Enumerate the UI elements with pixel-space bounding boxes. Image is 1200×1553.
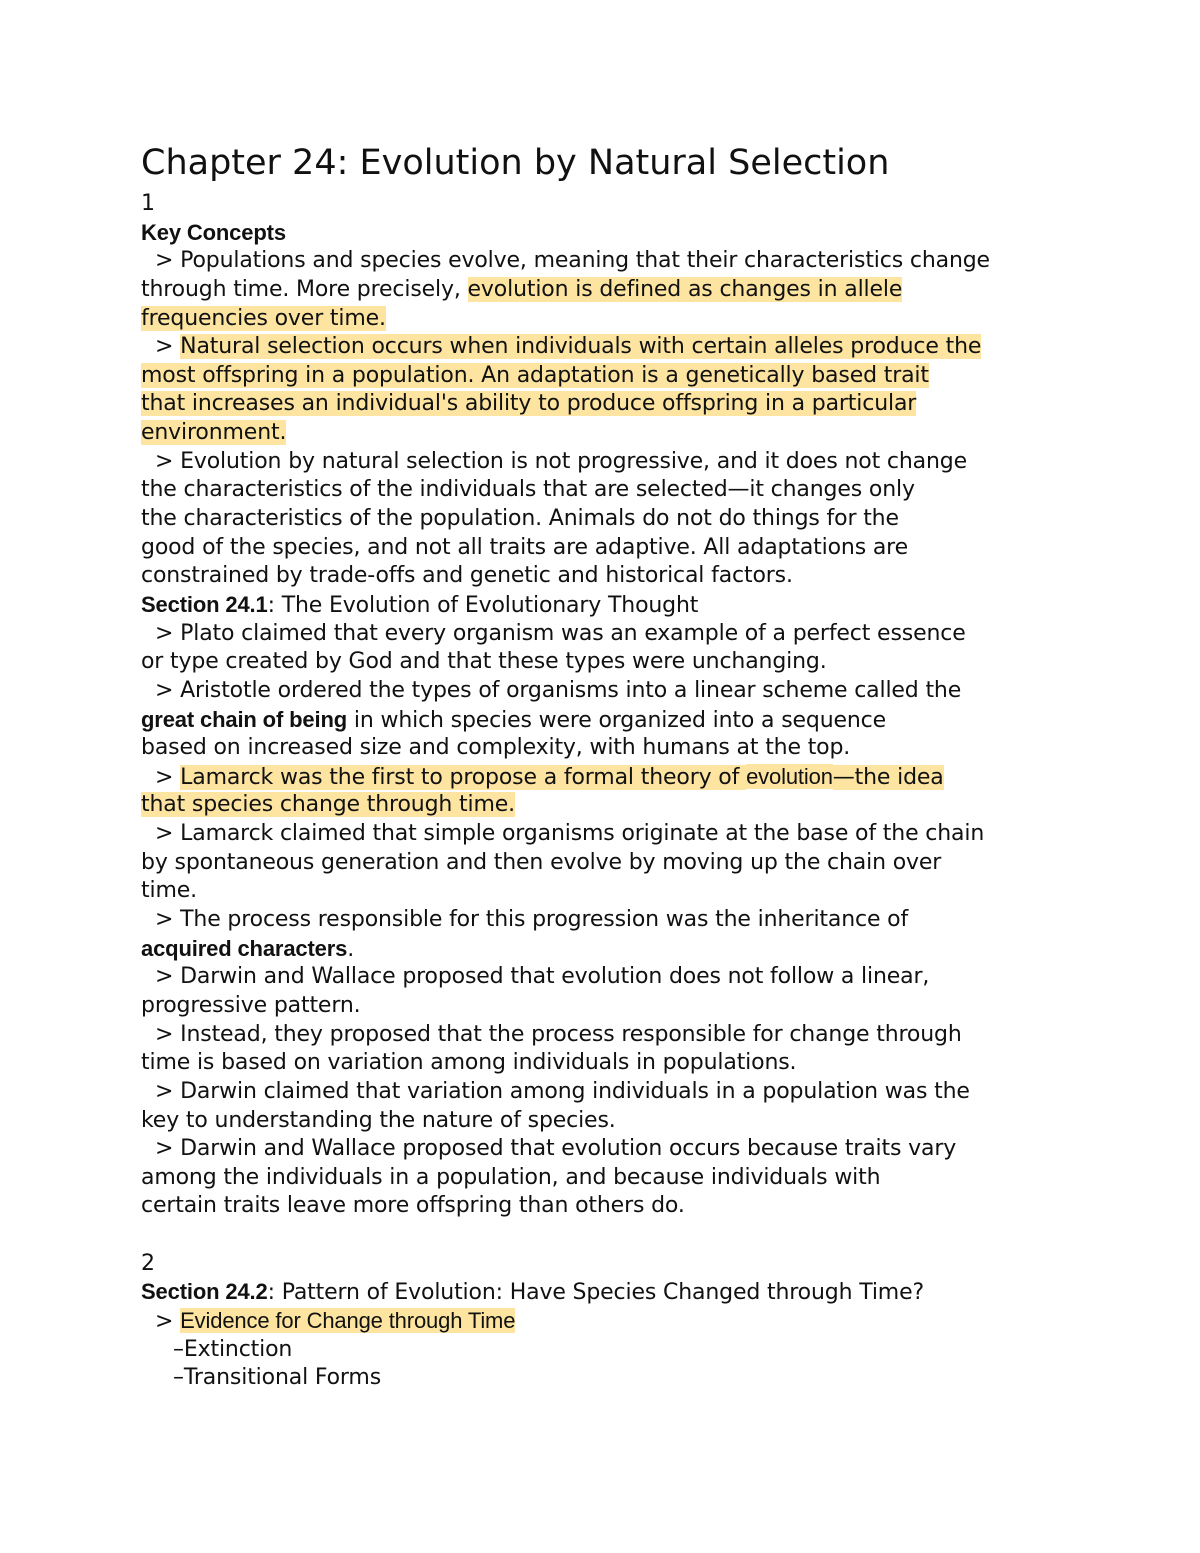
key-concepts-label: Key Concepts <box>141 219 286 245</box>
lamarck2-line: > Lamarck claimed that simple organisms originate at the base of the chain <box>155 821 985 847</box>
evidence-line <box>141 1307 1141 1336</box>
kc3-line: the characteristics of the population. Animals do not do things for the <box>141 506 899 532</box>
highlighted-text: evolution is defined as changes in allele <box>467 276 903 302</box>
section-24-2-heading <box>141 1278 1141 1307</box>
aristotle-text: in which species were organized into a sequence <box>347 707 887 733</box>
plato-line: > Plato claimed that every organism was an example of a perfect essence <box>155 620 966 646</box>
darwin-wallace-line: progressive pattern. <box>141 992 361 1018</box>
darwin-wallace-line: > Darwin and Wallace proposed that evolution does not follow a linear, <box>155 964 930 990</box>
highlighted-text: frequencies over time. <box>141 305 386 331</box>
highlighted-text: that species change through time. <box>141 792 515 818</box>
bullet-marker: > <box>155 764 181 790</box>
highlighted-text: most offspring in a population. <box>141 362 475 388</box>
process-line: > The process responsible for this progression was the inheritance of <box>155 907 909 933</box>
darwin-line: key to understanding the nature of species. <box>141 1107 616 1133</box>
list-item: –Extinction <box>173 1336 293 1362</box>
plato-line: or type created by God and that these types were unchanging. <box>141 649 827 675</box>
aristotle-line: > Aristotle ordered the types of organisms into a linear scheme called the <box>155 677 962 703</box>
highlighted-text: Natural selection occurs when individuals with certain alleles produce the <box>180 334 982 360</box>
highlighted-heading: Evidence for Change through Time <box>180 1307 516 1333</box>
process-line <box>141 935 1141 964</box>
darwin-wallace-line: among the individuals in a population, and because individuals with <box>141 1164 881 1190</box>
key-concepts-heading <box>141 219 1141 248</box>
highlighted-text: —the idea <box>832 764 944 790</box>
kc2-line <box>141 333 1141 362</box>
kc1-text: through time. More precisely, <box>141 276 468 302</box>
kc1-line <box>141 276 1141 305</box>
process-text: . <box>347 936 355 962</box>
highlighted-text: An adaptation is a genetically based trait <box>474 362 929 388</box>
list-item: –Transitional Forms <box>173 1365 382 1391</box>
highlighted-key-term: evolution <box>746 763 833 789</box>
bullet-marker: > <box>155 1308 181 1334</box>
kc3-line: good of the species, and not all traits are adaptive. All adaptations are <box>141 534 908 560</box>
kc1-line <box>141 305 1141 334</box>
aristotle-line <box>141 706 1141 735</box>
bullet-marker: > <box>155 334 181 360</box>
page-number: 2 <box>141 1250 155 1276</box>
spacer <box>141 1221 1141 1250</box>
kc2-line <box>141 419 1141 448</box>
instead-line: time is based on variation among individuals in populations. <box>141 1050 797 1076</box>
key-term: acquired characters <box>141 935 348 961</box>
kc1-line: > Populations and species evolve, meaning that their characteristics change <box>155 248 990 274</box>
kc2-line <box>141 390 1141 419</box>
darwin-wallace-line: certain traits leave more offspring than others do. <box>141 1193 685 1219</box>
key-term: great chain of being <box>141 706 348 732</box>
page-number: 1 <box>141 191 155 216</box>
darwin-line: > Darwin claimed that variation among individuals in a population was the <box>155 1078 970 1104</box>
section-label: Section 24.1 <box>141 591 268 617</box>
kc3-line: > Evolution by natural selection is not progressive, and it does not change <box>155 448 967 474</box>
lamarck2-line: time. <box>141 878 197 904</box>
kc3-line: constrained by trade-offs and genetic and historical factors. <box>141 563 793 589</box>
highlighted-text: Lamarck was the first to propose a formal theory of <box>180 764 747 790</box>
section-title: : The Evolution of Evolutionary Thought <box>267 592 699 618</box>
chapter-title: Chapter 24: Evolution by Natural Selection <box>141 143 890 183</box>
highlighted-text: environment. <box>141 420 287 446</box>
kc3-line: the characteristics of the individuals that are selected—it changes only <box>141 477 915 503</box>
kc2-line <box>141 362 1141 391</box>
lamarck2-line: by spontaneous generation and then evolve by moving up the chain over <box>141 849 942 875</box>
lamarck-line <box>141 791 1141 820</box>
section-title: : Pattern of Evolution: Have Species Changed through Time? <box>267 1280 924 1306</box>
lamarck-line <box>141 763 1141 792</box>
document-body <box>141 190 1141 1393</box>
highlighted-text: that increases an individual's ability to produce offspring in a particular <box>141 391 917 417</box>
aristotle-line: based on increased size and complexity, with humans at the top. <box>141 735 851 761</box>
instead-line: > Instead, they proposed that the process responsible for change through <box>155 1021 962 1047</box>
darwin-wallace-line: > Darwin and Wallace proposed that evolution occurs because traits vary <box>155 1136 957 1162</box>
section-label: Section 24.2 <box>141 1279 268 1305</box>
section-24-1-heading <box>141 591 1141 620</box>
